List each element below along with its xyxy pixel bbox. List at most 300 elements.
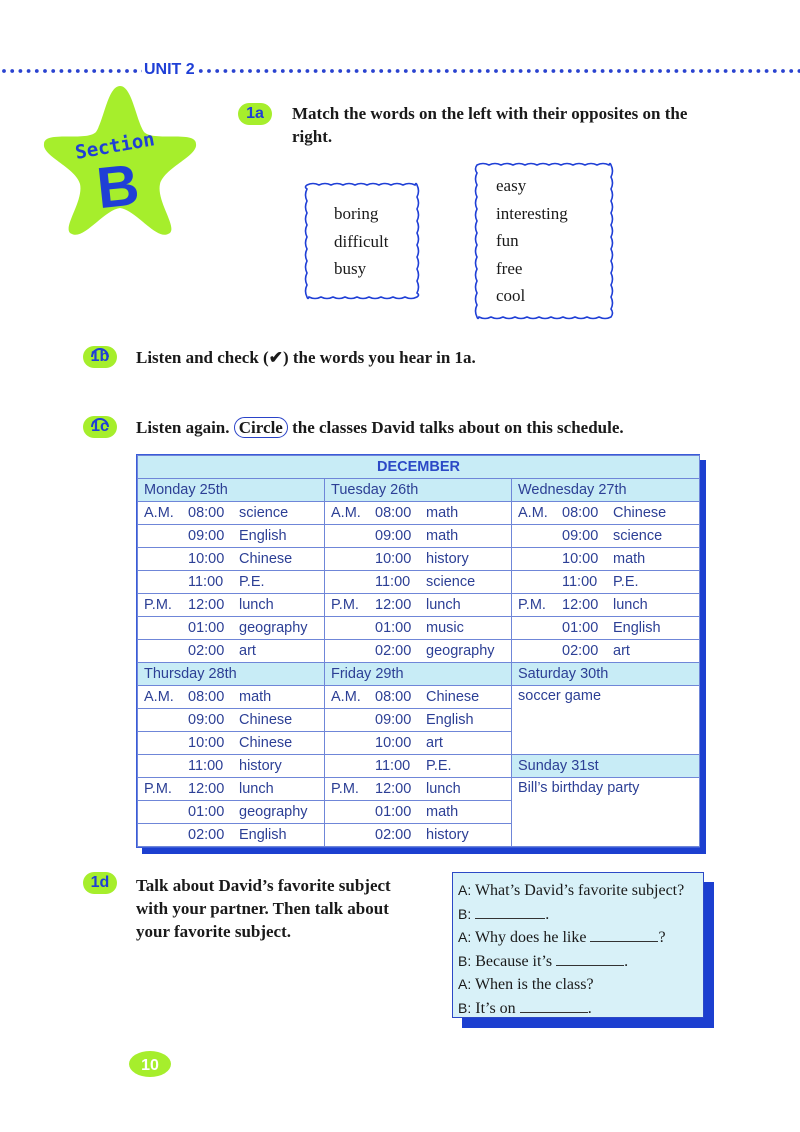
bar-dot: [502, 69, 506, 73]
schedule-slot[interactable]: [138, 778, 325, 801]
left-word[interactable]: boring: [334, 204, 379, 223]
bar-dot: [535, 69, 539, 73]
section-star-icon: [40, 80, 200, 240]
bar-dot: [76, 69, 80, 73]
slot-time: 08:00: [188, 505, 225, 521]
bar-dot: [125, 69, 129, 73]
badge-1c: [83, 416, 117, 438]
bar-dot: [224, 69, 228, 73]
slot-time: 10:00: [188, 735, 225, 751]
bar-dot: [716, 69, 720, 73]
bar-dot: [625, 69, 629, 73]
bar-dot: [666, 69, 670, 73]
dialogue-line: [458, 926, 703, 950]
bar-dot: [68, 69, 72, 73]
bar-dot: [584, 69, 588, 73]
bar-dot: [781, 69, 785, 73]
slot-period: [144, 551, 188, 567]
slot-period: [144, 574, 188, 590]
bar-dot: [519, 69, 523, 73]
badge-1a-label: 1a: [246, 105, 264, 122]
dialogue-line: [458, 997, 703, 1021]
bar-dot: [248, 69, 252, 73]
slot-subject: math: [613, 551, 646, 567]
slot-period: P.M.: [144, 781, 172, 797]
bar-dot: [552, 69, 556, 73]
bar-dot: [306, 69, 310, 73]
slot-period: A.M.: [331, 689, 361, 705]
slot-period: [331, 528, 375, 544]
bar-dot: [732, 69, 736, 73]
schedule-slot[interactable]: [138, 801, 325, 824]
schedule-slot[interactable]: [325, 755, 512, 778]
slot-time: 11:00: [188, 574, 224, 590]
bar-dot: [19, 69, 23, 73]
schedule-slot[interactable]: [325, 732, 512, 755]
bar-dot: [363, 69, 367, 73]
slot-subject: P.E.: [239, 574, 265, 590]
slot-period: [331, 643, 375, 659]
bar-dot: [576, 69, 580, 73]
instruction-1b-post: ) the words you hear in 1a.: [282, 348, 476, 367]
schedule-slot[interactable]: [512, 594, 700, 617]
bar-dot: [707, 69, 711, 73]
bar-dot: [371, 69, 375, 73]
schedule-day-header: Monday 25th: [138, 479, 325, 502]
schedule-slot[interactable]: [138, 640, 325, 663]
dialogue-text: What’s David’s favorite subject?: [474, 882, 685, 899]
slot-period: A.M.: [331, 505, 361, 521]
slot-subject: art: [426, 735, 443, 751]
schedule-slot[interactable]: [325, 548, 512, 571]
slot-time: 08:00: [188, 689, 225, 705]
slot-subject: English: [426, 712, 474, 728]
instruction-1b-pre: Listen and check (: [136, 348, 269, 367]
bar-dot: [560, 69, 564, 73]
slot-time: 09:00: [562, 528, 599, 544]
dialogue-line: [458, 950, 703, 974]
schedule-slot[interactable]: [512, 548, 700, 571]
slot-subject: English: [239, 528, 287, 544]
instruction-1c: [136, 416, 624, 439]
slot-period: [144, 804, 188, 820]
slot-subject: Chinese: [239, 551, 293, 567]
slot-period: [144, 827, 188, 843]
bar-dot: [691, 69, 695, 73]
bar-dot: [35, 69, 39, 73]
bar-dot: [765, 69, 769, 73]
dialogue-line: [458, 973, 703, 997]
schedule-slot[interactable]: [325, 709, 512, 732]
schedule-slot[interactable]: [325, 824, 512, 847]
bar-dot: [379, 69, 383, 73]
bar-dot: [420, 69, 424, 73]
slot-subject: lunch: [426, 597, 461, 613]
bar-dot: [699, 69, 703, 73]
slot-period: P.M.: [518, 597, 546, 613]
slot-time: 12:00: [562, 597, 599, 613]
schedule-slot[interactable]: [138, 755, 325, 778]
bar-dot: [527, 69, 531, 73]
bar-dot: [297, 69, 301, 73]
slot-subject: P.E.: [613, 574, 639, 590]
speaker-label: B:: [458, 905, 472, 922]
schedule-slot[interactable]: [325, 640, 512, 663]
slot-period: [518, 551, 562, 567]
slot-subject: art: [239, 643, 256, 659]
bar-dot: [109, 69, 113, 73]
page-number: 10: [141, 1057, 159, 1074]
slot-time: 12:00: [375, 597, 412, 613]
badge-1c-label: 1c: [91, 418, 109, 435]
speaker-label: A:: [458, 976, 472, 992]
slot-subject: geography: [426, 643, 495, 659]
bar-dot: [60, 69, 64, 73]
blank-punct: .: [545, 905, 550, 923]
slot-time: 01:00: [188, 804, 225, 820]
answer-blank[interactable]: [520, 998, 588, 1013]
slot-period: P.M.: [331, 781, 359, 797]
answer-blank[interactable]: [590, 927, 658, 942]
slot-time: 02:00: [562, 643, 599, 659]
instruction-1d: Talk about David’s favorite subject with your partner. Then talk about your favorite subject.: [136, 876, 391, 941]
slot-subject: history: [426, 551, 469, 567]
answer-blank[interactable]: [475, 904, 545, 919]
slot-period: [331, 804, 375, 820]
slot-subject: math: [426, 528, 459, 544]
slot-time: 11:00: [375, 574, 411, 590]
slot-time: 12:00: [188, 597, 225, 613]
bar-dot: [568, 69, 572, 73]
bar-dot: [347, 69, 351, 73]
instruction-1c-pre: Listen again.: [136, 418, 230, 437]
schedule-day-header: Thursday 28th: [138, 663, 325, 686]
slot-period: P.M.: [144, 597, 172, 613]
slot-period: A.M.: [144, 689, 174, 705]
saturday-event[interactable]: soccer game: [512, 686, 700, 755]
bar-dot: [2, 69, 6, 73]
bar-dot: [601, 69, 605, 73]
blank-punct: .: [587, 999, 592, 1017]
slot-time: 09:00: [188, 528, 225, 544]
dialogue-text: When is the class?: [474, 976, 594, 993]
slot-time: 09:00: [188, 712, 225, 728]
speaker-label: A:: [458, 882, 472, 898]
slot-subject: English: [613, 620, 661, 636]
schedule-slot[interactable]: [138, 594, 325, 617]
blank-punct: .: [624, 952, 629, 970]
bar-dot: [207, 69, 211, 73]
badge-1a: [238, 103, 272, 125]
slot-period: [144, 758, 188, 774]
right-word[interactable]: fun: [496, 231, 519, 250]
slot-time: 12:00: [375, 781, 412, 797]
bar-dot: [404, 69, 408, 73]
right-word[interactable]: cool: [496, 286, 526, 305]
bar-dot: [789, 69, 793, 73]
right-word-list: [496, 172, 568, 310]
left-word[interactable]: busy: [334, 259, 367, 278]
bar-dot: [494, 69, 498, 73]
slot-period: [331, 735, 375, 751]
bar-dot: [478, 69, 482, 73]
slot-period: [331, 574, 375, 590]
slot-subject: Chinese: [613, 505, 667, 521]
slot-time: 01:00: [188, 620, 225, 636]
slot-time: 08:00: [375, 505, 412, 521]
slot-period: [144, 528, 188, 544]
slot-period: [518, 528, 562, 544]
schedule-day-header: Tuesday 26th: [325, 479, 512, 502]
schedule-day-header: Sunday 31st: [512, 755, 700, 778]
instruction-1a: Match the words on the left with their opposites on the right.: [292, 104, 688, 146]
bar-dot: [240, 69, 244, 73]
slot-time: 08:00: [562, 505, 599, 521]
slot-subject: art: [613, 643, 630, 659]
slot-subject: Chinese: [426, 689, 480, 705]
schedule-slot[interactable]: [325, 594, 512, 617]
speaker-label: B:: [458, 952, 472, 969]
bar-dot: [453, 69, 457, 73]
left-word[interactable]: difficult: [334, 231, 389, 251]
bar-dot: [543, 69, 547, 73]
schedule-slot[interactable]: [138, 686, 325, 709]
schedule-slot[interactable]: [138, 548, 325, 571]
bar-dot: [92, 69, 96, 73]
schedule-slot[interactable]: [512, 640, 700, 663]
slot-subject: math: [426, 505, 459, 521]
slot-subject: math: [239, 689, 272, 705]
schedule-slot[interactable]: [512, 571, 700, 594]
slot-period: A.M.: [518, 505, 548, 521]
schedule-day-header: Friday 29th: [325, 663, 512, 686]
sunday-event[interactable]: Bill’s birthday party: [512, 778, 700, 847]
slot-period: [144, 620, 188, 636]
bar-dot: [429, 69, 433, 73]
slot-time: 10:00: [562, 551, 599, 567]
blank-punct: ?: [658, 929, 666, 946]
bar-dot: [461, 69, 465, 73]
slot-subject: math: [426, 804, 459, 820]
bar-dot: [388, 69, 392, 73]
badge-1b-label: 1b: [90, 348, 110, 365]
instruction-1b: [136, 346, 476, 369]
schedule-slot[interactable]: [325, 617, 512, 640]
schedule-slot[interactable]: [138, 824, 325, 847]
bar-dot: [412, 69, 416, 73]
badge-1d: [83, 872, 117, 894]
schedule-slot[interactable]: [138, 732, 325, 755]
schedule-slot[interactable]: [138, 502, 325, 525]
bar-dot: [314, 69, 318, 73]
schedule-slot[interactable]: [138, 709, 325, 732]
right-word[interactable]: free: [496, 258, 523, 278]
schedule-slot[interactable]: [325, 801, 512, 824]
slot-subject: geography: [239, 620, 308, 636]
bar-dot: [256, 69, 260, 73]
bar-dot: [133, 69, 137, 73]
schedule-slot[interactable]: [325, 571, 512, 594]
schedule-slot[interactable]: [325, 525, 512, 548]
slot-period: [331, 827, 375, 843]
circle-word: Circle: [234, 417, 288, 438]
bar-dot: [43, 69, 47, 73]
dialogue-box: [452, 872, 704, 1018]
bar-dot: [117, 69, 121, 73]
schedule-day-header: Wednesday 27th: [512, 479, 700, 502]
bar-dot: [617, 69, 621, 73]
slot-time: 02:00: [188, 827, 225, 843]
slot-subject: lunch: [613, 597, 648, 613]
schedule-slot[interactable]: [512, 502, 700, 525]
bar-dot: [273, 69, 277, 73]
slot-period: P.M.: [331, 597, 359, 613]
schedule-slot[interactable]: [138, 525, 325, 548]
slot-time: 02:00: [375, 827, 412, 843]
slot-time: 09:00: [375, 712, 412, 728]
right-word[interactable]: easy: [496, 176, 527, 195]
check-mark-icon: ✔: [268, 348, 283, 367]
slot-time: 08:00: [375, 689, 412, 705]
bar-dot: [281, 69, 285, 73]
schedule-slot[interactable]: [138, 571, 325, 594]
schedule-month: DECEMBER: [138, 456, 700, 479]
bar-dot: [338, 69, 342, 73]
bar-dot: [10, 69, 14, 73]
slot-time: 09:00: [375, 528, 412, 544]
slot-subject: history: [426, 827, 469, 843]
slot-period: [144, 712, 188, 728]
bar-dot: [445, 69, 449, 73]
slot-subject: geography: [239, 804, 308, 820]
slot-subject: lunch: [239, 597, 274, 613]
left-words-box: [304, 182, 420, 300]
slot-subject: Chinese: [239, 712, 293, 728]
slot-time: 01:00: [562, 620, 599, 636]
slot-subject: lunch: [426, 781, 461, 797]
bar-dot: [265, 69, 269, 73]
slot-time: 02:00: [188, 643, 225, 659]
bar-dot: [355, 69, 359, 73]
bar-dot: [642, 69, 646, 73]
bar-dot: [101, 69, 105, 73]
bar-dot: [396, 69, 400, 73]
schedule-slot[interactable]: [325, 778, 512, 801]
badge-1b: [83, 346, 117, 368]
slot-time: 10:00: [188, 551, 225, 567]
bar-dot: [289, 69, 293, 73]
slot-time: 11:00: [188, 758, 224, 774]
bar-dot: [27, 69, 31, 73]
slot-subject: music: [426, 620, 464, 636]
dialogue-text: Because it’s: [475, 952, 553, 970]
bar-dot: [437, 69, 441, 73]
bar-dot: [232, 69, 236, 73]
dialogue-line: [458, 879, 703, 903]
slot-period: [331, 758, 375, 774]
bar-dot: [199, 69, 203, 73]
dialogue-text: Why does he like: [474, 929, 587, 946]
bar-dot: [683, 69, 687, 73]
slot-time: 02:00: [375, 643, 412, 659]
slot-period: A.M.: [144, 505, 174, 521]
bar-dot: [748, 69, 752, 73]
bar-dot: [740, 69, 744, 73]
right-words-box: [474, 162, 614, 320]
slot-period: [518, 620, 562, 636]
bar-dot: [650, 69, 654, 73]
bar-dot: [724, 69, 728, 73]
answer-blank[interactable]: [556, 951, 624, 966]
speaker-label: B:: [458, 999, 472, 1016]
schedule-table: [136, 454, 700, 848]
slot-subject: science: [426, 574, 476, 590]
slot-period: [518, 574, 562, 590]
slot-period: [144, 643, 188, 659]
bar-dot: [511, 69, 515, 73]
slot-subject: history: [239, 758, 282, 774]
bar-dot: [634, 69, 638, 73]
bar-dot: [658, 69, 662, 73]
slot-time: 01:00: [375, 620, 412, 636]
bar-dot: [330, 69, 334, 73]
bar-dot: [609, 69, 613, 73]
slot-subject: science: [239, 505, 289, 521]
schedule-slot[interactable]: [138, 617, 325, 640]
slot-period: [518, 643, 562, 659]
bar-dot: [675, 69, 679, 73]
bar-dot: [470, 69, 474, 73]
slot-time: 11:00: [375, 758, 411, 774]
bar-dot: [486, 69, 490, 73]
schedule-slot[interactable]: [325, 502, 512, 525]
bar-dot: [84, 69, 88, 73]
dialogue-line: [458, 903, 703, 927]
bar-dot: [593, 69, 597, 73]
schedule-slot[interactable]: [325, 686, 512, 709]
speaker-label: A:: [458, 929, 472, 945]
slot-subject: English: [239, 827, 287, 843]
slot-time: 01:00: [375, 804, 412, 820]
slot-time: 10:00: [375, 551, 412, 567]
schedule-day-header: Saturday 30th: [512, 663, 700, 686]
slot-time: 12:00: [188, 781, 225, 797]
slot-subject: Chinese: [239, 735, 293, 751]
section-letter: B: [93, 152, 143, 222]
bar-dot: [773, 69, 777, 73]
slot-period: [331, 712, 375, 728]
page-number-badge: [128, 1050, 172, 1078]
badge-1d-label: 1d: [90, 874, 110, 891]
slot-period: [331, 620, 375, 636]
schedule-slot[interactable]: [512, 617, 700, 640]
right-word[interactable]: interesting: [496, 203, 568, 223]
slot-period: [331, 551, 375, 567]
bar-dot: [215, 69, 219, 73]
slot-time: 10:00: [375, 735, 412, 751]
slot-time: 11:00: [562, 574, 598, 590]
bar-dot: [322, 69, 326, 73]
slot-subject: science: [613, 528, 663, 544]
bar-dot: [51, 69, 55, 73]
slot-subject: P.E.: [426, 758, 452, 774]
instruction-1c-post: the classes David talks about on this schedule.: [292, 418, 624, 437]
left-word-list: [334, 200, 388, 283]
slot-subject: lunch: [239, 781, 274, 797]
unit-label: UNIT 2: [144, 61, 195, 78]
section-word: Section: [73, 128, 157, 164]
schedule-slot[interactable]: [512, 525, 700, 548]
